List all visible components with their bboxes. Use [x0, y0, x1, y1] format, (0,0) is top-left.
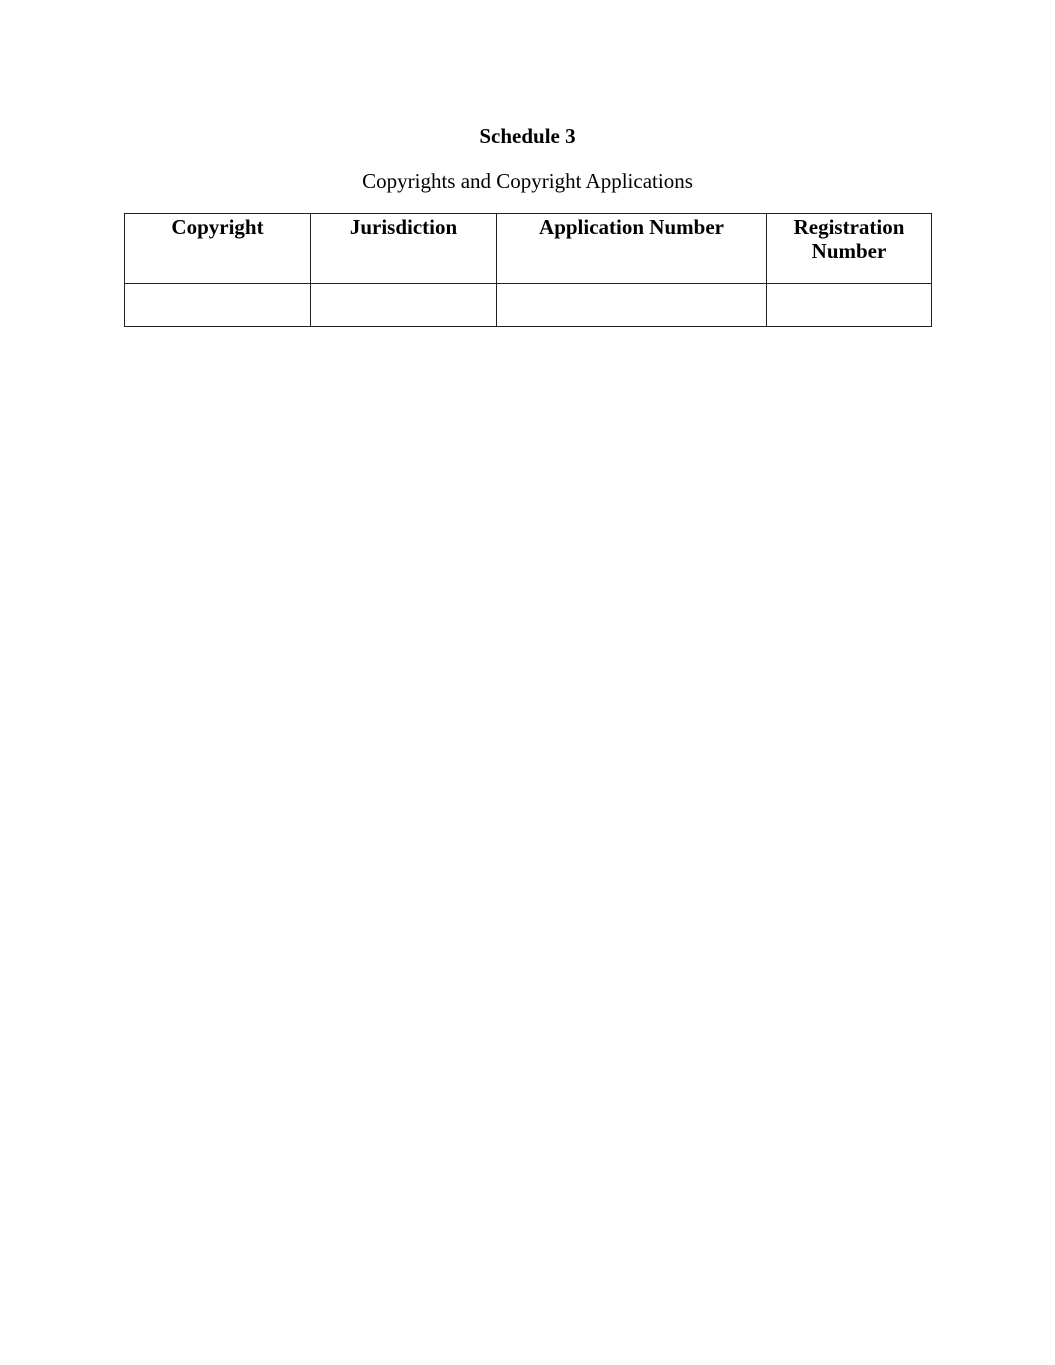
header-label: Application Number: [539, 215, 724, 239]
header-label-line-2: Number: [811, 239, 887, 263]
table-row: [125, 284, 932, 327]
table-cell-copyright: [125, 284, 311, 327]
column-header-registration-number: [767, 214, 932, 284]
copyrights-table: [124, 213, 932, 327]
column-header-application-number: [497, 214, 767, 284]
schedule-title: Schedule 3: [479, 124, 576, 148]
header-label: Jurisdiction: [349, 215, 458, 239]
schedule-subtitle: Copyrights and Copyright Applications: [362, 169, 693, 193]
header-label: Copyright: [171, 215, 264, 239]
table-header-row: [125, 214, 932, 284]
column-header-jurisdiction: [311, 214, 497, 284]
table-cell-registration-number: [767, 284, 932, 327]
column-header-copyright: [125, 214, 311, 284]
header-label-line-1: Registration: [793, 215, 905, 239]
table-cell-jurisdiction: [311, 284, 497, 327]
table-cell-application-number: [497, 284, 767, 327]
